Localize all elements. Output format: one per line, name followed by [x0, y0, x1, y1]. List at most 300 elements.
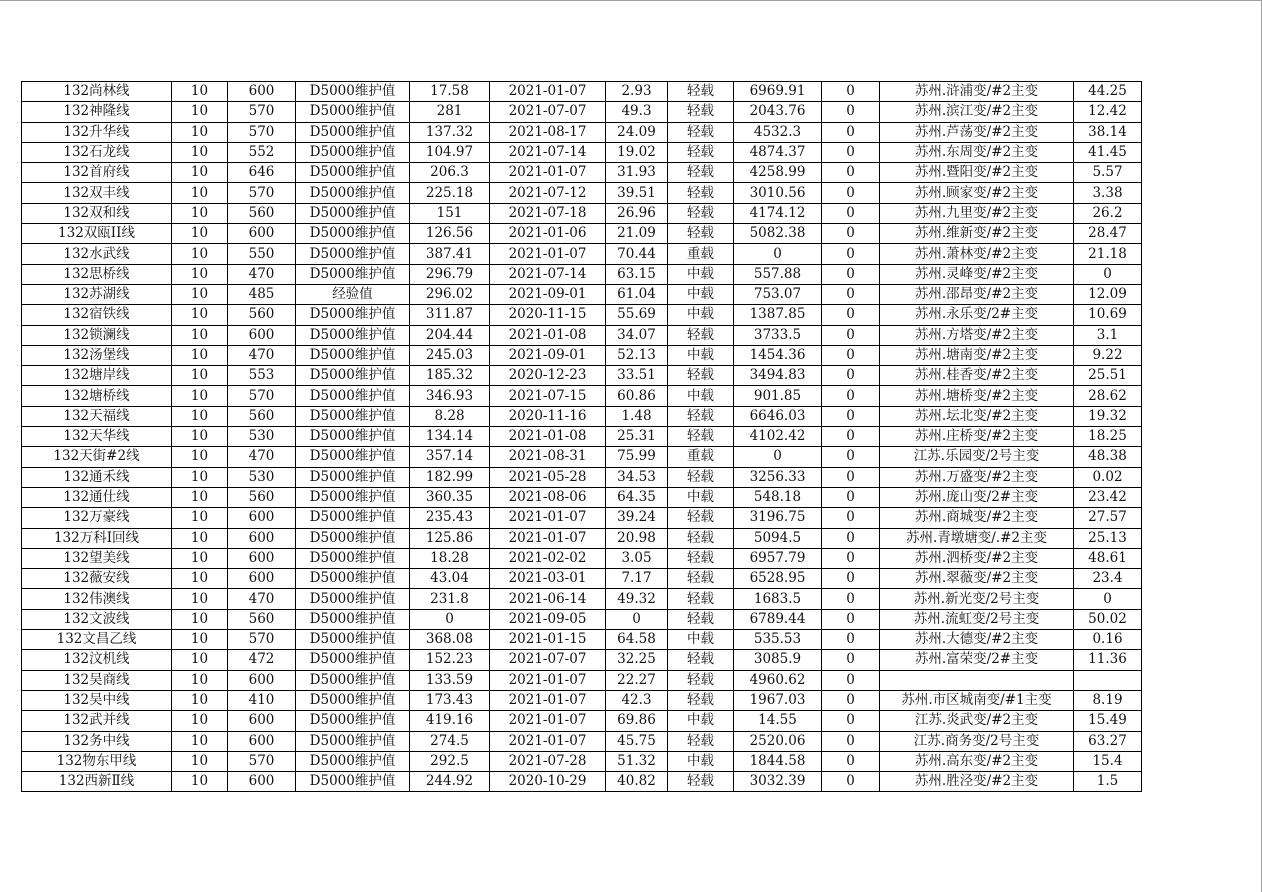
load-status-cell: 轻载 [668, 325, 734, 345]
source-cell: D5000维护值 [296, 224, 410, 244]
load-status-cell: 中载 [668, 711, 734, 731]
line-name-cell: 132首府线 [22, 163, 172, 183]
date-cell: 2021-07-28 [490, 751, 606, 771]
count-cell: 0 [822, 569, 880, 589]
transformer-load-cell: 0.16 [1074, 630, 1142, 650]
date-cell: 2021-07-07 [490, 102, 606, 122]
current-cell: 206.3 [410, 163, 490, 183]
load-rate-cell: 3.05 [606, 548, 668, 568]
rated-current-cell: 560 [228, 305, 296, 325]
load-status-cell: 轻载 [668, 122, 734, 142]
count-cell: 0 [822, 487, 880, 507]
load-status-cell: 轻载 [668, 102, 734, 122]
transformer-cell: 苏州.维新变/#2主变 [880, 224, 1074, 244]
date-cell: 2021-07-14 [490, 142, 606, 162]
transformer-load-cell: 1.5 [1074, 772, 1142, 792]
date-cell: 2021-08-17 [490, 122, 606, 142]
source-cell: D5000维护值 [296, 548, 410, 568]
rated-current-cell: 530 [228, 427, 296, 447]
source-cell: D5000维护值 [296, 508, 410, 528]
transformer-cell: 苏州.商城变/#2主变 [880, 508, 1074, 528]
count-cell: 0 [822, 751, 880, 771]
load-rate-cell: 34.07 [606, 325, 668, 345]
voltage-cell: 10 [172, 406, 228, 426]
line-name-cell: 132苏湖线 [22, 284, 172, 304]
date-cell: 2021-06-14 [490, 589, 606, 609]
count-cell: 0 [822, 548, 880, 568]
source-cell: D5000维护值 [296, 142, 410, 162]
current-cell: 137.32 [410, 122, 490, 142]
source-cell: D5000维护值 [296, 366, 410, 386]
voltage-cell: 10 [172, 366, 228, 386]
load-rate-cell: 60.86 [606, 386, 668, 406]
line-name-cell: 132双丰线 [22, 183, 172, 203]
transformer-cell: 苏州.九里变/#2主变 [880, 203, 1074, 223]
source-cell: D5000维护值 [296, 244, 410, 264]
margin-cell: 2043.76 [734, 102, 822, 122]
table-row [22, 609, 1142, 629]
date-cell: 2021-01-07 [490, 711, 606, 731]
transformer-cell: 苏州.邵昂变/#2主变 [880, 284, 1074, 304]
transformer-cell: 苏州.市区城南变/#1主变 [880, 690, 1074, 710]
rated-current-cell: 472 [228, 650, 296, 670]
margin-cell: 3010.56 [734, 183, 822, 203]
margin-cell: 1454.36 [734, 345, 822, 365]
load-rate-cell: 75.99 [606, 447, 668, 467]
current-cell: 245.03 [410, 345, 490, 365]
source-cell: D5000维护值 [296, 325, 410, 345]
margin-cell: 5094.5 [734, 528, 822, 548]
load-rate-cell: 40.82 [606, 772, 668, 792]
load-status-cell: 轻载 [668, 142, 734, 162]
transformer-load-cell: 3.1 [1074, 325, 1142, 345]
load-rate-cell: 21.09 [606, 224, 668, 244]
date-cell: 2020-11-16 [490, 406, 606, 426]
source-cell: 经验值 [296, 284, 410, 304]
load-status-cell: 重载 [668, 447, 734, 467]
table-row [22, 528, 1142, 548]
table-row [22, 163, 1142, 183]
margin-cell: 535.53 [734, 630, 822, 650]
voltage-cell: 10 [172, 102, 228, 122]
rated-current-cell: 570 [228, 102, 296, 122]
transformer-cell: 苏州.翠薇变/#2主变 [880, 569, 1074, 589]
voltage-cell: 10 [172, 142, 228, 162]
count-cell: 0 [822, 772, 880, 792]
line-name-cell: 132通仕线 [22, 487, 172, 507]
table-row [22, 345, 1142, 365]
load-status-cell: 轻载 [668, 82, 734, 102]
margin-cell: 1967.03 [734, 690, 822, 710]
load-rate-cell: 42.3 [606, 690, 668, 710]
load-status-cell: 中载 [668, 386, 734, 406]
source-cell: D5000维护值 [296, 670, 410, 690]
current-cell: 0 [410, 609, 490, 629]
date-cell: 2021-01-08 [490, 325, 606, 345]
voltage-cell: 10 [172, 589, 228, 609]
rated-current-cell: 600 [228, 772, 296, 792]
margin-cell: 557.88 [734, 264, 822, 284]
margin-cell: 4102.42 [734, 427, 822, 447]
current-cell: 125.86 [410, 528, 490, 548]
transformer-cell [880, 670, 1074, 690]
line-name-cell: 132双和线 [22, 203, 172, 223]
line-name-cell: 132万科Ⅰ回线 [22, 528, 172, 548]
current-cell: 126.56 [410, 224, 490, 244]
margin-cell: 2520.06 [734, 731, 822, 751]
voltage-cell: 10 [172, 487, 228, 507]
transformer-load-cell: 15.49 [1074, 711, 1142, 731]
count-cell: 0 [822, 467, 880, 487]
count-cell: 0 [822, 630, 880, 650]
load-status-cell: 轻载 [668, 589, 734, 609]
count-cell: 0 [822, 142, 880, 162]
count-cell: 0 [822, 670, 880, 690]
load-rate-cell: 24.09 [606, 122, 668, 142]
source-cell: D5000维护值 [296, 345, 410, 365]
rated-current-cell: 560 [228, 406, 296, 426]
count-cell: 0 [822, 650, 880, 670]
line-name-cell: 132天华线 [22, 427, 172, 447]
load-status-cell: 轻载 [668, 366, 734, 386]
transformer-load-cell: 23.42 [1074, 487, 1142, 507]
line-name-cell: 132文昌乙线 [22, 630, 172, 650]
line-name-cell: 132通禾线 [22, 467, 172, 487]
current-cell: 18.28 [410, 548, 490, 568]
transformer-cell: 苏州.方塔变/#2主变 [880, 325, 1074, 345]
load-rate-cell: 22.27 [606, 670, 668, 690]
line-name-cell: 132文波线 [22, 609, 172, 629]
table-row [22, 427, 1142, 447]
transformer-cell: 苏州.胜泾变/#2主变 [880, 772, 1074, 792]
margin-cell: 901.85 [734, 386, 822, 406]
transformer-load-cell: 23.4 [1074, 569, 1142, 589]
current-cell: 368.08 [410, 630, 490, 650]
rated-current-cell: 570 [228, 183, 296, 203]
current-cell: 8.28 [410, 406, 490, 426]
date-cell: 2021-07-12 [490, 183, 606, 203]
margin-cell: 3085.9 [734, 650, 822, 670]
load-status-cell: 轻载 [668, 650, 734, 670]
transformer-load-cell: 38.14 [1074, 122, 1142, 142]
load-rate-cell: 26.96 [606, 203, 668, 223]
source-cell: D5000维护值 [296, 751, 410, 771]
voltage-cell: 10 [172, 508, 228, 528]
load-rate-cell: 63.15 [606, 264, 668, 284]
count-cell: 0 [822, 82, 880, 102]
line-name-cell: 132宿铁线 [22, 305, 172, 325]
load-status-cell: 轻载 [668, 690, 734, 710]
current-cell: 43.04 [410, 569, 490, 589]
load-status-cell: 轻载 [668, 183, 734, 203]
current-cell: 235.43 [410, 508, 490, 528]
transformer-load-cell: 44.25 [1074, 82, 1142, 102]
date-cell: 2020-11-15 [490, 305, 606, 325]
rated-current-cell: 560 [228, 203, 296, 223]
source-cell: D5000维护值 [296, 569, 410, 589]
rated-current-cell: 600 [228, 82, 296, 102]
date-cell: 2021-01-07 [490, 670, 606, 690]
line-name-cell: 132锁澜线 [22, 325, 172, 345]
current-cell: 281 [410, 102, 490, 122]
load-rate-cell: 39.51 [606, 183, 668, 203]
rated-current-cell: 600 [228, 670, 296, 690]
date-cell: 2021-07-14 [490, 264, 606, 284]
source-cell: D5000维护值 [296, 630, 410, 650]
table-row [22, 711, 1142, 731]
table-row [22, 305, 1142, 325]
load-status-cell: 重载 [668, 244, 734, 264]
source-cell: D5000维护值 [296, 427, 410, 447]
margin-cell: 0 [734, 447, 822, 467]
rated-current-cell: 600 [228, 569, 296, 589]
line-name-cell: 132思桥线 [22, 264, 172, 284]
rated-current-cell: 470 [228, 589, 296, 609]
source-cell: D5000维护值 [296, 386, 410, 406]
table-row [22, 203, 1142, 223]
date-cell: 2021-01-06 [490, 224, 606, 244]
count-cell: 0 [822, 711, 880, 731]
load-status-cell: 轻载 [668, 528, 734, 548]
margin-cell: 753.07 [734, 284, 822, 304]
transformer-load-cell [1074, 670, 1142, 690]
table-row [22, 82, 1142, 102]
load-status-cell: 轻载 [668, 467, 734, 487]
transformer-cell: 苏州.大德变/#2主变 [880, 630, 1074, 650]
transformer-load-cell: 10.69 [1074, 305, 1142, 325]
transformer-load-cell: 0 [1074, 264, 1142, 284]
load-rate-cell: 69.86 [606, 711, 668, 731]
load-rate-cell: 20.98 [606, 528, 668, 548]
load-rate-cell: 34.53 [606, 467, 668, 487]
count-cell: 0 [822, 731, 880, 751]
voltage-cell: 10 [172, 670, 228, 690]
count-cell: 0 [822, 183, 880, 203]
transformer-cell: 苏州.萧林变/#2主变 [880, 244, 1074, 264]
voltage-cell: 10 [172, 427, 228, 447]
date-cell: 2021-05-28 [490, 467, 606, 487]
rated-current-cell: 570 [228, 630, 296, 650]
load-rate-cell: 33.51 [606, 366, 668, 386]
table-row [22, 569, 1142, 589]
count-cell: 0 [822, 305, 880, 325]
voltage-cell: 10 [172, 284, 228, 304]
load-rate-cell: 55.69 [606, 305, 668, 325]
transformer-load-cell: 28.62 [1074, 386, 1142, 406]
load-rate-cell: 31.93 [606, 163, 668, 183]
table-row [22, 244, 1142, 264]
current-cell: 387.41 [410, 244, 490, 264]
rated-current-cell: 560 [228, 609, 296, 629]
load-status-cell: 轻载 [668, 670, 734, 690]
load-rate-cell: 2.93 [606, 82, 668, 102]
transformer-load-cell: 21.18 [1074, 244, 1142, 264]
line-name-cell: 132务中线 [22, 731, 172, 751]
count-cell: 0 [822, 325, 880, 345]
transformer-load-cell: 18.25 [1074, 427, 1142, 447]
line-name-cell: 132伟澳线 [22, 589, 172, 609]
transformer-load-cell: 0.02 [1074, 467, 1142, 487]
current-cell: 292.5 [410, 751, 490, 771]
transformer-load-cell: 5.57 [1074, 163, 1142, 183]
transformer-load-cell: 25.51 [1074, 366, 1142, 386]
load-status-cell: 轻载 [668, 772, 734, 792]
count-cell: 0 [822, 102, 880, 122]
voltage-cell: 10 [172, 224, 228, 244]
line-name-cell: 132双瓯II线 [22, 224, 172, 244]
date-cell: 2021-01-15 [490, 630, 606, 650]
load-rate-cell: 0 [606, 609, 668, 629]
voltage-cell: 10 [172, 345, 228, 365]
source-cell: D5000维护值 [296, 589, 410, 609]
transformer-load-cell: 12.42 [1074, 102, 1142, 122]
line-name-cell: 132吴中线 [22, 690, 172, 710]
margin-cell: 4258.99 [734, 163, 822, 183]
transformer-load-cell: 25.13 [1074, 528, 1142, 548]
transformer-cell: 苏州.庄桥变/#2主变 [880, 427, 1074, 447]
rated-current-cell: 570 [228, 122, 296, 142]
source-cell: D5000维护值 [296, 609, 410, 629]
rated-current-cell: 600 [228, 528, 296, 548]
count-cell: 0 [822, 528, 880, 548]
source-cell: D5000维护值 [296, 264, 410, 284]
voltage-cell: 10 [172, 630, 228, 650]
rated-current-cell: 553 [228, 366, 296, 386]
load-status-cell: 轻载 [668, 427, 734, 447]
margin-cell: 6969.91 [734, 82, 822, 102]
current-cell: 152.23 [410, 650, 490, 670]
voltage-cell: 10 [172, 183, 228, 203]
date-cell: 2021-01-07 [490, 508, 606, 528]
load-status-cell: 轻载 [668, 508, 734, 528]
transformer-load-cell: 11.36 [1074, 650, 1142, 670]
transformer-cell: 苏州.顾家变/#2主变 [880, 183, 1074, 203]
line-name-cell: 132塘岸线 [22, 366, 172, 386]
count-cell: 0 [822, 366, 880, 386]
rated-current-cell: 570 [228, 751, 296, 771]
table-row [22, 589, 1142, 609]
rated-current-cell: 600 [228, 325, 296, 345]
transformer-load-cell: 41.45 [1074, 142, 1142, 162]
line-name-cell: 132天福线 [22, 406, 172, 426]
load-rate-cell: 25.31 [606, 427, 668, 447]
load-rate-cell: 64.35 [606, 487, 668, 507]
line-name-cell: 132万豪线 [22, 508, 172, 528]
page-top-border [0, 0, 1261, 1]
load-rate-cell: 49.3 [606, 102, 668, 122]
transformer-load-cell: 48.38 [1074, 447, 1142, 467]
transformer-cell: 苏州.塘桥变/#2主变 [880, 386, 1074, 406]
source-cell: D5000维护值 [296, 203, 410, 223]
source-cell: D5000维护值 [296, 305, 410, 325]
transformer-cell: 江苏.乐园变/2号主变 [880, 447, 1074, 467]
date-cell: 2021-07-07 [490, 650, 606, 670]
source-cell: D5000维护值 [296, 528, 410, 548]
transformer-load-cell: 12.09 [1074, 284, 1142, 304]
rated-current-cell: 552 [228, 142, 296, 162]
transformer-load-cell: 0 [1074, 589, 1142, 609]
transformer-cell: 苏州.坛北变/#2主变 [880, 406, 1074, 426]
load-status-cell: 中载 [668, 264, 734, 284]
date-cell: 2021-01-07 [490, 731, 606, 751]
load-rate-cell: 64.58 [606, 630, 668, 650]
transformer-cell: 苏州.灵峰变/#2主变 [880, 264, 1074, 284]
margin-cell: 3494.83 [734, 366, 822, 386]
source-cell: D5000维护值 [296, 122, 410, 142]
date-cell: 2021-09-05 [490, 609, 606, 629]
rated-current-cell: 600 [228, 711, 296, 731]
table-row [22, 467, 1142, 487]
load-status-cell: 中载 [668, 751, 734, 771]
transformer-cell: 苏州.青墩塘变/.#2主变 [880, 528, 1074, 548]
load-rate-cell: 61.04 [606, 284, 668, 304]
load-status-cell: 中载 [668, 305, 734, 325]
current-cell: 360.35 [410, 487, 490, 507]
line-name-cell: 132水武线 [22, 244, 172, 264]
margin-cell: 3256.33 [734, 467, 822, 487]
count-cell: 0 [822, 244, 880, 264]
voltage-cell: 10 [172, 772, 228, 792]
rated-current-cell: 470 [228, 264, 296, 284]
margin-cell: 6957.79 [734, 548, 822, 568]
voltage-cell: 10 [172, 650, 228, 670]
transformer-load-cell: 19.32 [1074, 406, 1142, 426]
count-cell: 0 [822, 589, 880, 609]
margin-cell: 3196.75 [734, 508, 822, 528]
voltage-cell: 10 [172, 82, 228, 102]
current-cell: 151 [410, 203, 490, 223]
load-rate-cell: 51.32 [606, 751, 668, 771]
transformer-cell: 苏州.东周变/#2主变 [880, 142, 1074, 162]
voltage-cell: 10 [172, 751, 228, 771]
table-row [22, 325, 1142, 345]
transformer-load-cell: 15.4 [1074, 751, 1142, 771]
transformer-load-cell: 26.2 [1074, 203, 1142, 223]
load-status-cell: 轻载 [668, 731, 734, 751]
table-row [22, 508, 1142, 528]
date-cell: 2021-09-01 [490, 345, 606, 365]
table-row [22, 284, 1142, 304]
load-rate-cell: 19.02 [606, 142, 668, 162]
date-cell: 2021-01-07 [490, 690, 606, 710]
date-cell: 2021-08-31 [490, 447, 606, 467]
rated-current-cell: 470 [228, 447, 296, 467]
load-rate-cell: 49.32 [606, 589, 668, 609]
current-cell: 244.92 [410, 772, 490, 792]
current-cell: 346.93 [410, 386, 490, 406]
source-cell: D5000维护值 [296, 183, 410, 203]
current-cell: 134.14 [410, 427, 490, 447]
current-cell: 419.16 [410, 711, 490, 731]
load-status-cell: 中载 [668, 345, 734, 365]
voltage-cell: 10 [172, 447, 228, 467]
table-row [22, 366, 1142, 386]
voltage-cell: 10 [172, 305, 228, 325]
margin-cell: 3032.39 [734, 772, 822, 792]
table-row [22, 548, 1142, 568]
date-cell: 2021-01-07 [490, 82, 606, 102]
source-cell: D5000维护值 [296, 650, 410, 670]
line-name-cell: 132物东甲线 [22, 751, 172, 771]
table-row [22, 102, 1142, 122]
load-status-cell: 轻载 [668, 163, 734, 183]
rated-current-cell: 600 [228, 508, 296, 528]
line-name-cell: 132汤堡线 [22, 345, 172, 365]
date-cell: 2021-01-07 [490, 163, 606, 183]
date-cell: 2021-07-18 [490, 203, 606, 223]
table-row [22, 670, 1142, 690]
margin-cell: 1387.85 [734, 305, 822, 325]
